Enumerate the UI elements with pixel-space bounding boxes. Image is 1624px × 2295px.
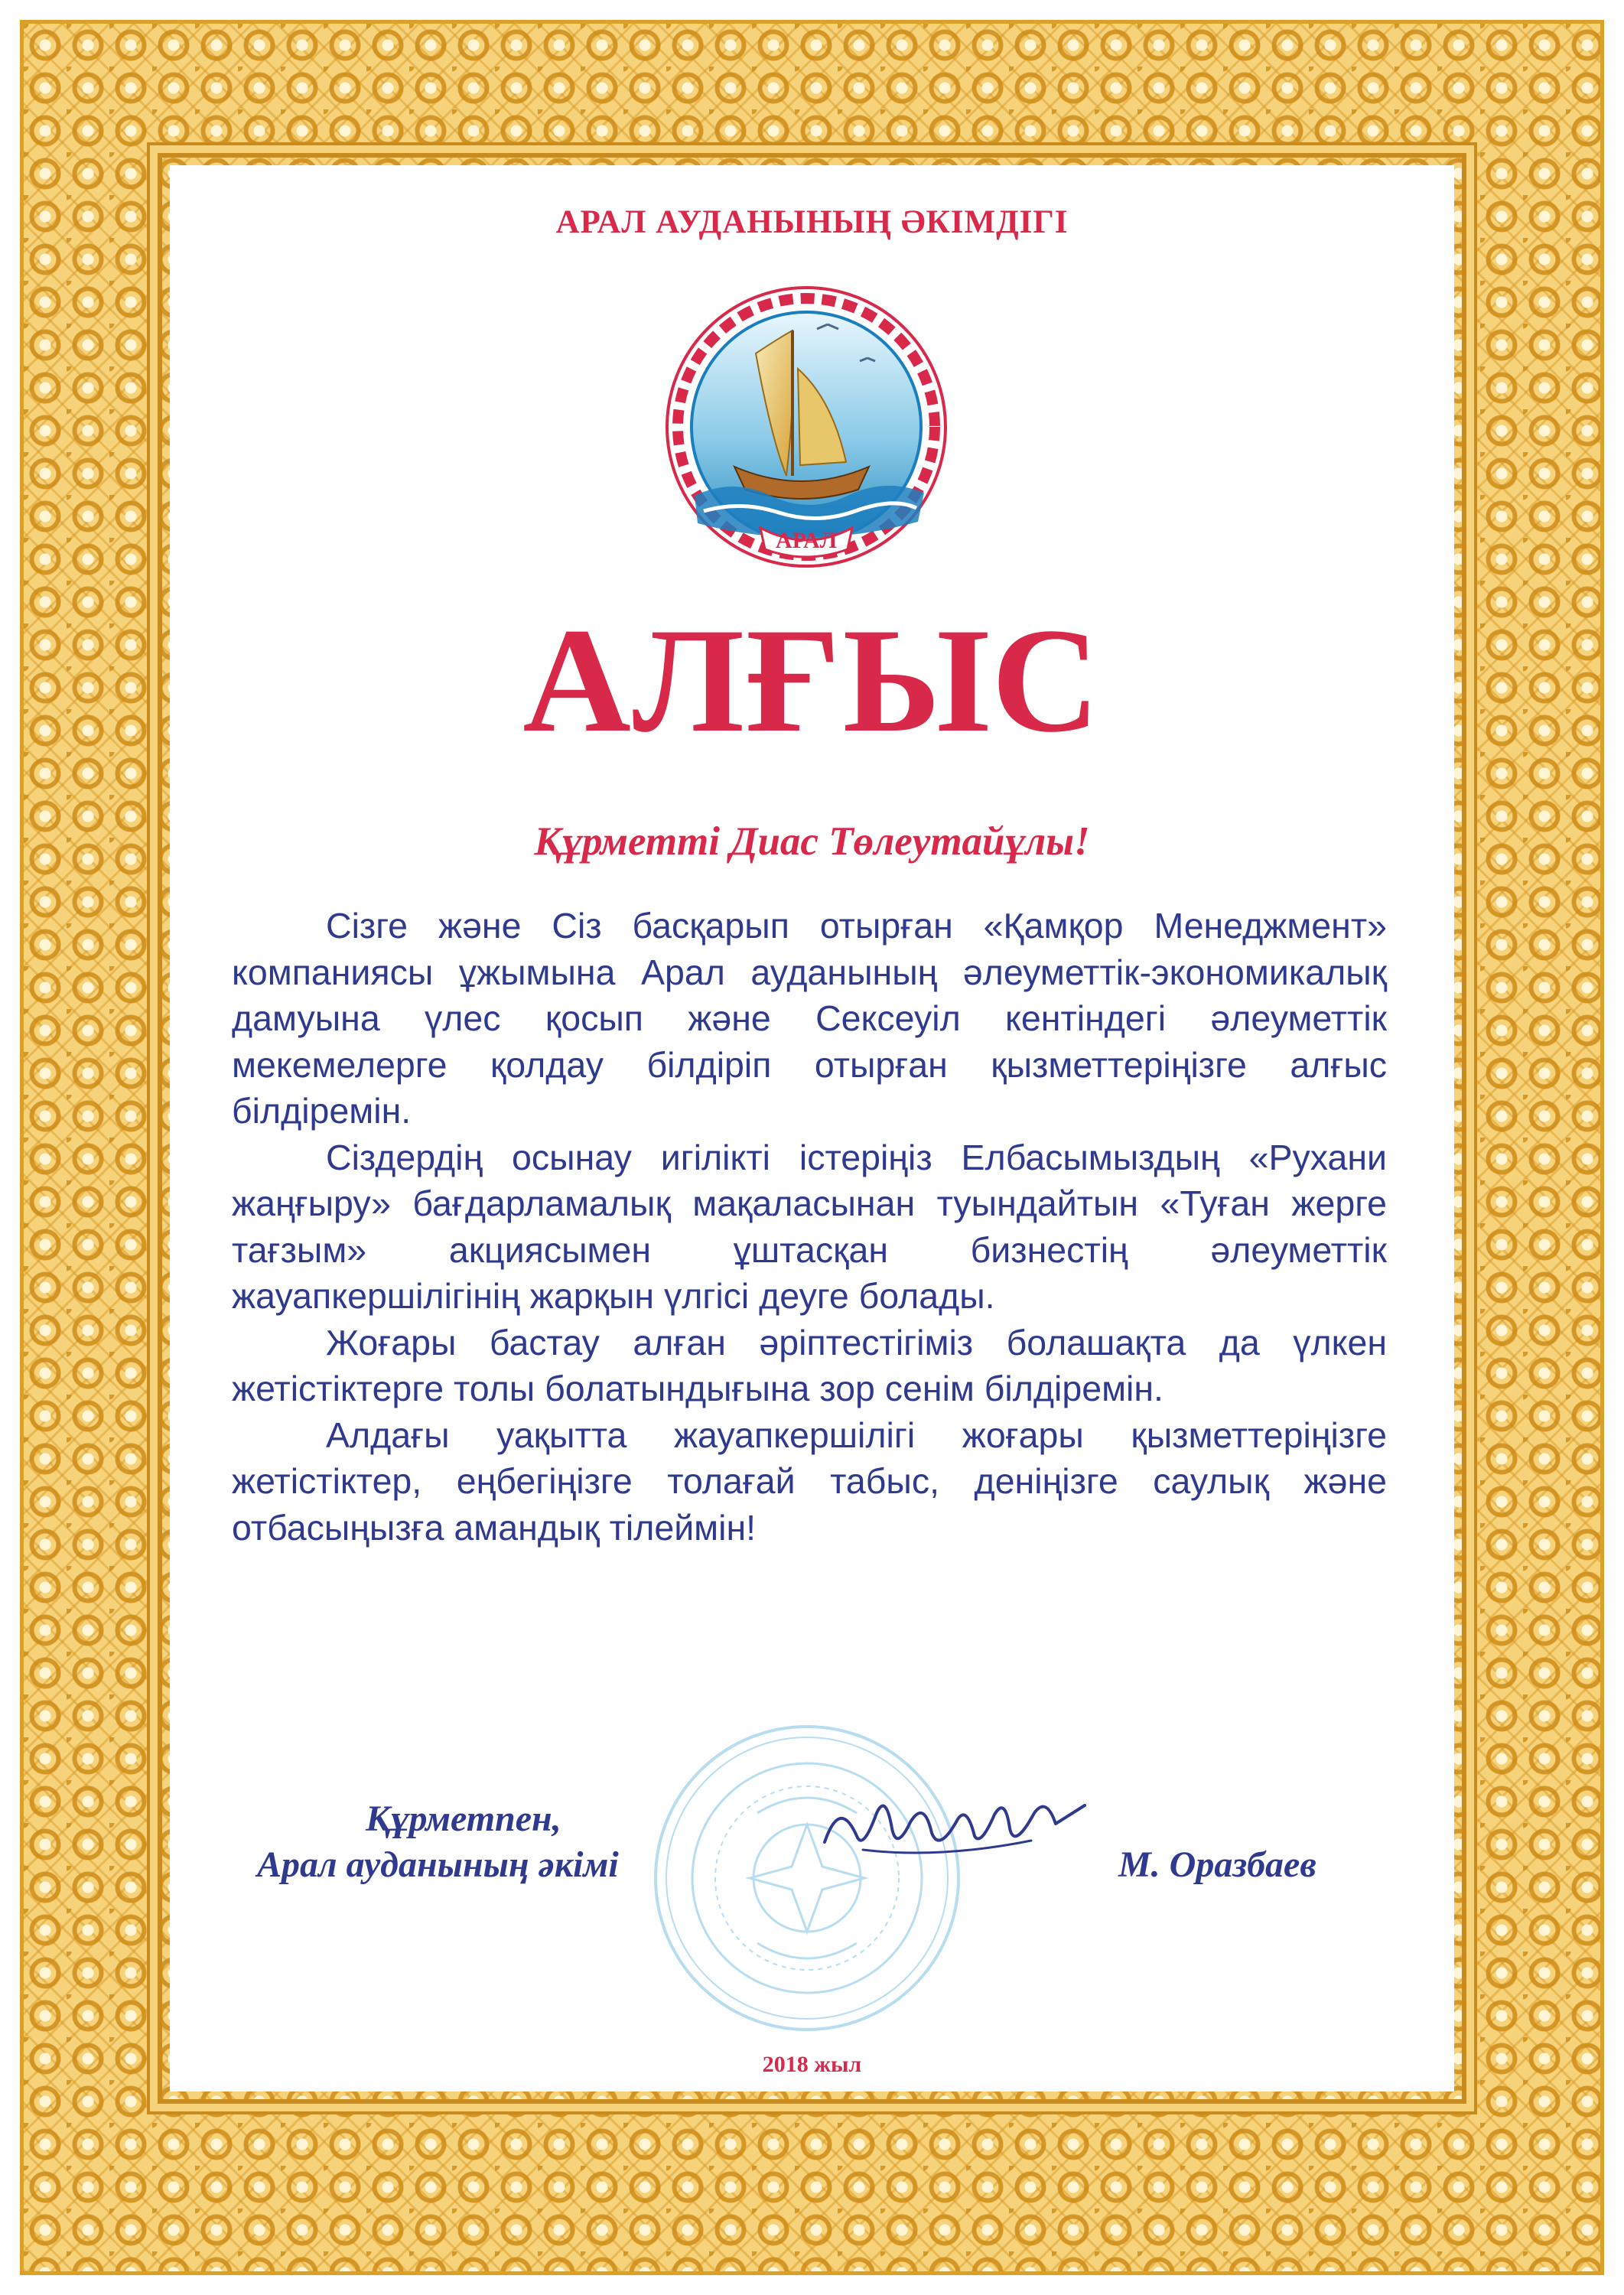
salutation: Құрметті Диас Төлеутайұлы! [534,819,1090,864]
official-seal-icon [650,1721,964,2035]
handwritten-signature [817,1782,1092,1867]
document-title: АЛҒЫС [522,597,1102,763]
aral-emblem-icon [664,285,949,569]
letter-body [232,903,1387,1551]
paragraph: Сізге және Сіз басқарып отырған «Қамқор Менеджмент» компаниясы ұжымына Арал ауданының әлеуметтік-экономикалық дамуына үлес қосып және Сексеуіл кентіндегі әлеуметтік мекемелерге қолдау білдіріп отырған қызметтеріңізге алғыс білдіремін. [232,906,1387,1131]
paragraph: Алдағы уақытта жауапкершілігі жоғары қызметтеріңізге жетістіктер, еңбегіңізге толағай табыс, деніңізге саулық және отбасыңызға амандық тілеймін! [232,1414,1387,1548]
paragraph: Сіздердің осынау игілікті істеріңіз Елбасымыздың «Рухани жаңғыру» бағдарламалық мақаласынан туындайтын «Туған жерге тағзым» акциясымен ұштасқан бизнестің әлеуметтік жауапкершілігінің жарқын үлгісі деуге болады. [232,1137,1387,1316]
closing-phrase: Құрметпен, [366,1799,561,1839]
organization-title: АРАЛ АУДАНЫНЫҢ ӘКІМДІГІ [555,204,1069,240]
document-year: 2018 жыл [762,2052,862,2077]
svg-text:АРАЛ: АРАЛ [775,528,838,553]
paragraph: Жоғары бастау алған әріптестігіміз болашақта да үлкен жетістіктерге толы болатындығына зор сенім білдіремін. [232,1322,1387,1408]
signer-position: Арал ауданының әкімі [257,1844,619,1885]
signer-name: М. Оразбаев [1118,1844,1316,1885]
